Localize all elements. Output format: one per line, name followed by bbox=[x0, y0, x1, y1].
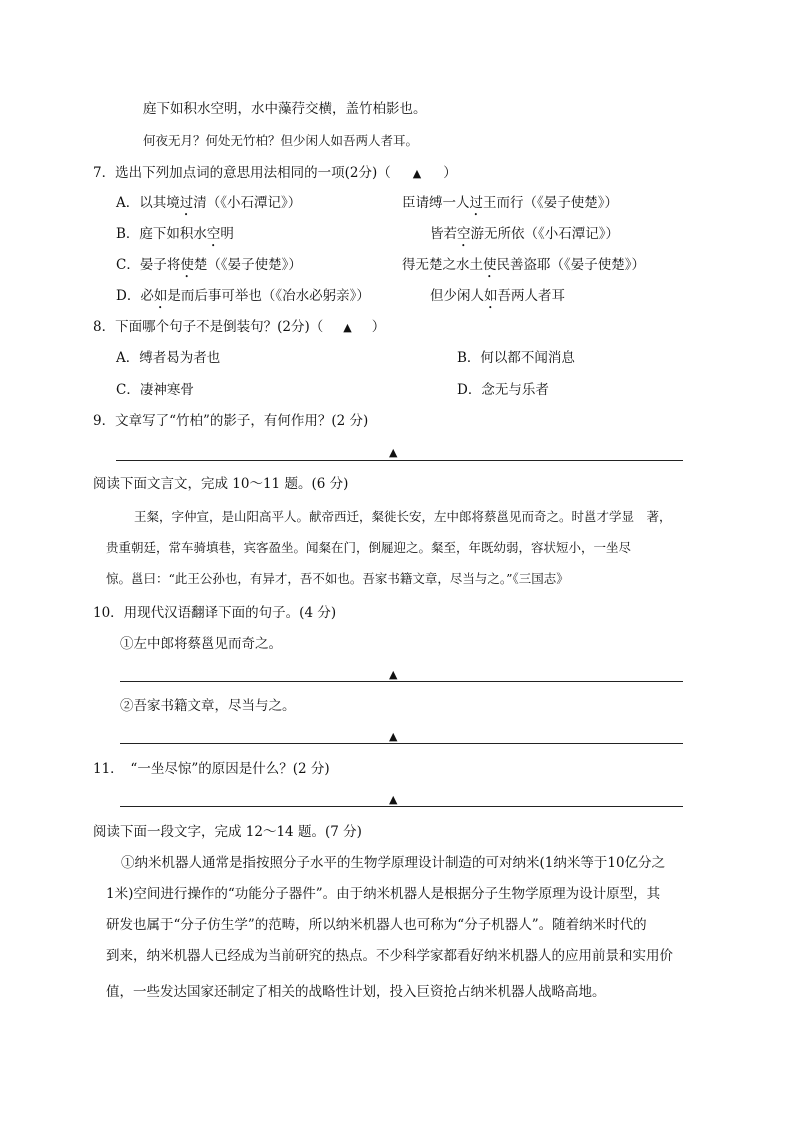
answer-triangle: ▲ bbox=[412, 167, 422, 180]
question-9-stem: 9．文章写了“竹柏”的影子，有何作用？(2 分) bbox=[93, 413, 369, 429]
question-7-text: 7．选出下列加点词的意思用法相同的一项(2分)（ bbox=[93, 165, 391, 181]
q7-a-left-pre: 以其境 bbox=[139, 195, 180, 211]
q7-b-left-dotted-word: 空 bbox=[206, 226, 221, 242]
answer-triangle: ▲ bbox=[389, 668, 398, 681]
q7-b-right-pre: 皆若 bbox=[430, 226, 457, 242]
q7-d-left-pre: 必 bbox=[140, 288, 154, 304]
q8-option-d: D．念无与乐者 bbox=[457, 382, 549, 398]
option-b-label: B． bbox=[116, 226, 140, 242]
question-8-close: ） bbox=[371, 319, 386, 335]
passage-line-1: 庭下如积水空明，水中藻荇交横，盖竹柏影也。 bbox=[143, 101, 427, 117]
q7-c-right-post: 民善盗耶（《晏子使楚》） bbox=[496, 257, 645, 273]
q7-d-left-post: 是而后事可举也（《冶水必躬亲》） bbox=[167, 288, 370, 304]
q7-option-b-left bbox=[116, 225, 234, 250]
reading-3-line-5: 值，一些发达国家还制定了相关的战略性计划，投入巨资抢占纳米机器人战略高地。 bbox=[106, 984, 606, 1000]
q7-d-right-post: 吾两人者耳 bbox=[497, 288, 565, 304]
q7-c-left-post: 楚（《晏子使楚》） bbox=[193, 257, 302, 273]
q7-c-left-dotted-word: 使 bbox=[180, 257, 194, 273]
q8-option-c: C．凄神寒骨 bbox=[116, 382, 194, 398]
q8-option-a: A．缚者曷为者也 bbox=[116, 350, 221, 366]
answer-line[interactable] bbox=[120, 806, 683, 807]
question-10-sentence-1: ①左中郎将蔡邕见而奇之。 bbox=[120, 636, 282, 652]
q7-option-d-left bbox=[116, 287, 370, 312]
option-d-label: D． bbox=[116, 288, 141, 304]
q7-b-right-dotted-word: 空 bbox=[457, 226, 471, 242]
question-7-stem bbox=[93, 164, 457, 182]
q7-option-a-left bbox=[116, 194, 301, 219]
reading-2-intro: 阅读下面文言文，完成 10～11 题。(6 分) bbox=[93, 476, 349, 492]
q7-b-left-pre: 庭下如积水 bbox=[139, 226, 207, 242]
answer-triangle: ▲ bbox=[389, 730, 398, 743]
q7-c-right-pre: 得无楚之水土 bbox=[402, 257, 483, 273]
q7-option-c-left bbox=[116, 256, 302, 281]
answer-triangle: ▲ bbox=[389, 793, 398, 806]
reading-2-line-2: 贵重朝廷，常车骑填巷，宾客盈坐。闻粲在门，倒屣迎之。粲至，年既幼弱，容状短小，一坐尽 bbox=[106, 540, 632, 555]
answer-triangle: ▲ bbox=[389, 446, 398, 459]
answer-triangle: ▲ bbox=[343, 321, 352, 334]
q7-option-b-right bbox=[430, 225, 619, 250]
q7-d-right-dotted-word: 如 bbox=[484, 288, 498, 304]
reading-3-line-3: 研发也属于“分子仿生学”的范畴，所以纳米机器人也可称为“分子机器人”。随着纳米时代的 bbox=[106, 917, 647, 933]
q7-a-left-post: 清（《小石潭记》） bbox=[193, 195, 302, 211]
q7-c-right-dotted-word: 使 bbox=[483, 257, 497, 273]
question-8-stem bbox=[93, 318, 385, 336]
reading-3-intro: 阅读下面一段文字，完成 12～14 题。(7 分) bbox=[93, 824, 362, 840]
question-8-text: 8．下面哪个句子不是倒装句？(2分)（ bbox=[93, 319, 324, 335]
reading-2-line-3: 惊。邕曰：“此王公孙也，有异才，吾不如也。吾家书籍文章，尽当与之。”《三国志》 bbox=[106, 571, 569, 586]
answer-line[interactable] bbox=[120, 743, 683, 744]
question-10-sentence-2: ②吾家书籍文章，尽当与之。 bbox=[120, 698, 296, 714]
q7-option-c-right bbox=[402, 256, 645, 281]
reading-3-line-2: 1米)空间进行操作的“功能分子器件”。由于纳米机器人是根据分子生物学原理为设计原型，其 bbox=[106, 886, 661, 902]
q7-d-right-pre: 但少闲人 bbox=[430, 288, 484, 304]
option-a-label: A． bbox=[116, 195, 140, 211]
reading-2-line-1: 王粲，字仲宣，是山阳高平人。献帝西迁，粲徙长安，左中郎将蔡邕见而奇之。时邕才学显 著， bbox=[134, 509, 672, 524]
q7-c-left-pre: 晏子将 bbox=[139, 257, 181, 273]
passage-line-2: 何夜无月？何处无竹柏？但少闲人如吾两人者耳。 bbox=[143, 133, 419, 148]
q7-a-right-post: 王而行（《晏子使楚》） bbox=[483, 195, 618, 211]
q7-option-a-right bbox=[402, 194, 618, 219]
answer-line[interactable] bbox=[116, 460, 683, 461]
question-11-stem: 11． “一坐尽惊”的原因是什么？(2 分) bbox=[93, 761, 330, 777]
q8-option-b: B．何以都不闻消息 bbox=[457, 350, 575, 366]
reading-3-line-1: ①纳米机器人通常是指按照分子水平的生物学原理设计制造的可对纳米(1纳米等于10亿分之 bbox=[121, 855, 666, 871]
q7-b-left-post: 明 bbox=[220, 226, 234, 242]
q7-d-left-dotted-word: 如 bbox=[153, 288, 168, 304]
q7-a-right-pre: 臣请缚一人 bbox=[402, 195, 470, 211]
q7-option-d-right bbox=[430, 287, 565, 312]
question-10-stem: 10．用现代汉语翻译下面的句子。(4 分) bbox=[93, 605, 337, 621]
q7-a-left-dotted-word: 过 bbox=[179, 195, 194, 211]
option-c-label: C． bbox=[116, 257, 140, 273]
q7-a-right-dotted-word: 过 bbox=[469, 195, 483, 211]
question-7-close: ） bbox=[443, 165, 457, 181]
answer-line[interactable] bbox=[120, 681, 683, 682]
q7-b-right-post: 游无所依（《小石潭记》） bbox=[470, 226, 619, 242]
reading-3-line-4: 到来，纳米机器人已经成为当前研究的热点。不少科学家都看好纳米机器人的应用前景和实用价 bbox=[106, 948, 673, 964]
